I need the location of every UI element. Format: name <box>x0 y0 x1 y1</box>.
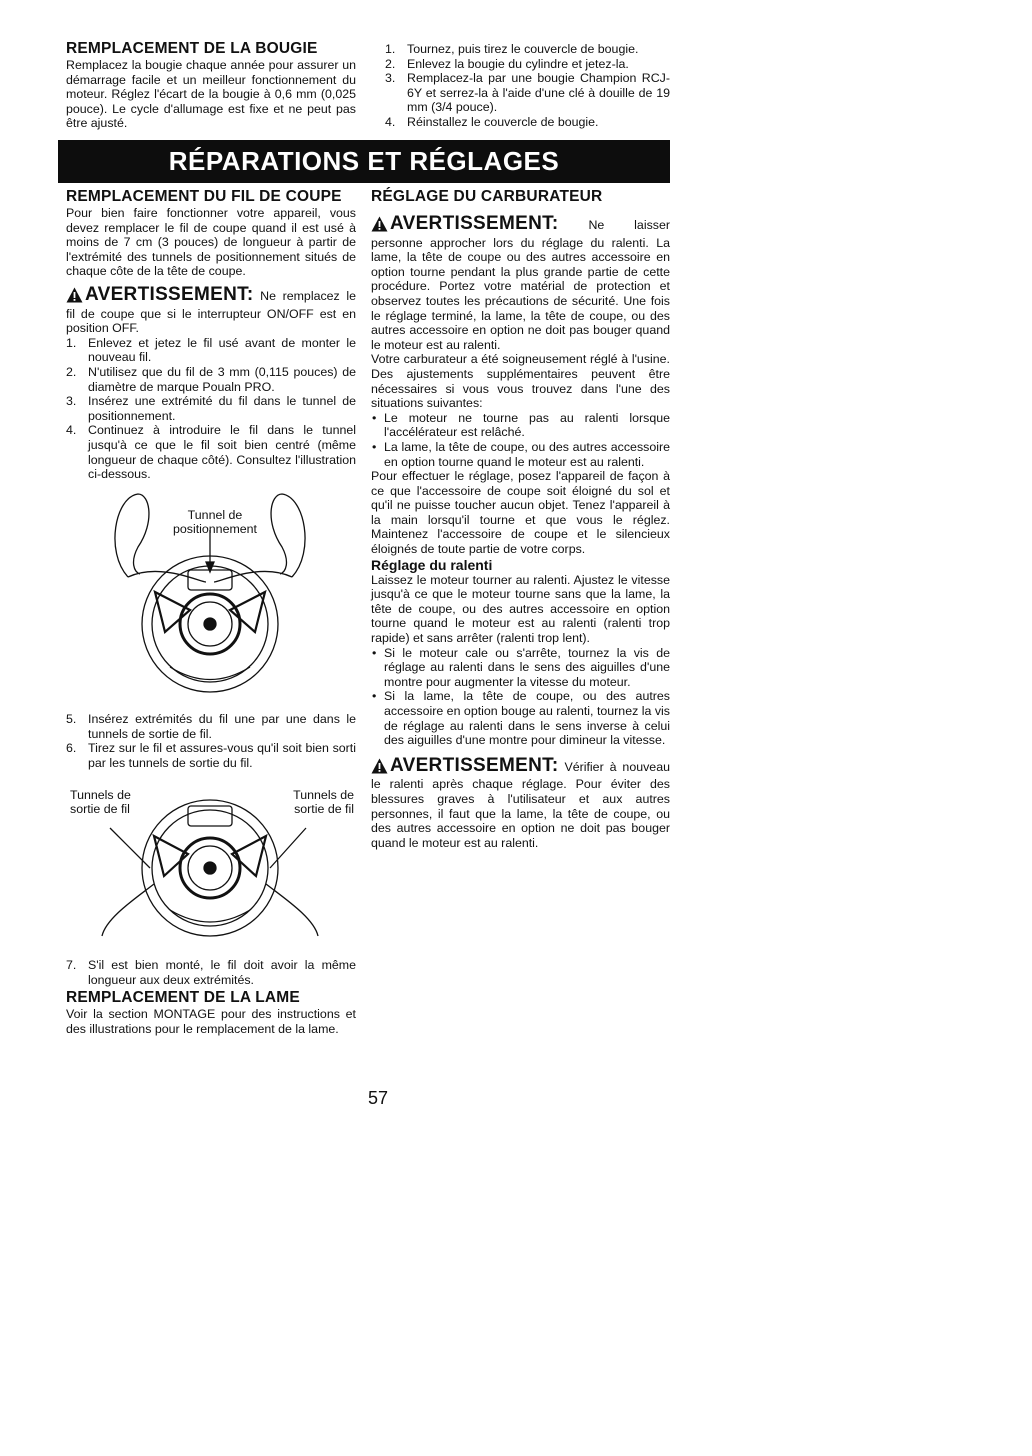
carburetor-para-2: Pour effectuer le réglage, posez l'appareil de façon à ce que l'accessoire de coupe soit éloigné du sol et qu'il ne puisse toucher aucun objet. Tenez l'appareil à la main lorsqu'il tourne et que vous le réglez. Maintenez l'accessoire de coupe et le silencieux éloignés de toute partie de votre corps. <box>371 469 670 557</box>
step-number: 7. <box>66 958 77 972</box>
bullet-item: • Si la lame, la tête de coupe, ou des autres accessoire en option bouge au ralenti, tournez la vis de réglage au ralenti dans le sens inverse à celui des aiguilles d'une montre pour dimineur la vitesse. <box>371 689 670 747</box>
spark-plug-steps <box>385 42 670 130</box>
warning-triangle-icon <box>371 758 388 778</box>
step-item <box>66 958 356 987</box>
trimmer-line-section <box>66 188 356 482</box>
step-text: Continuez à introduire le fil dans le tunnel jusqu'à ce que le fil soit bien centré (même longueur de chaque côté). Consultez l'illustration ci-dessous. <box>88 423 356 482</box>
idle-adjust-heading: Réglage du ralenti <box>371 556 493 573</box>
exit-tunnel-label-left: Tunnels de sortie de fil <box>70 788 131 816</box>
step-text: Tournez, puis tirez le couvercle de bougie. <box>407 42 639 56</box>
warning-title: AVERTISSEMENT: <box>85 283 254 305</box>
blade-text: Voir la section MONTAGE pour des instructions et des illustrations pour le remplacement de la lame. <box>66 1007 356 1036</box>
step-item <box>66 394 356 423</box>
step-number: 4. <box>66 423 77 438</box>
step-item <box>66 365 356 394</box>
bullet-item: • Si le moteur cale ou s'arrête, tournez la vis de réglage au ralenti dans le sens des aiguilles d'une montre pour augmenter la vitesse du moteur. <box>371 646 670 690</box>
step-text: Enlevez la bougie du cylindre et jetez-la. <box>407 56 629 71</box>
idle-adjust-text: Laissez le moteur tourner au ralenti. Ajustez le vitesse jusqu'à ce que le moteur tourne sans que la lame, la tête de coupe, ou des autres accessoire en option tourne quand le moteur est au ralenti (ralenti trop rapide) et sans arrêter (ralenti trop lent). <box>371 572 670 646</box>
step-item <box>385 57 670 72</box>
warning-text: Ne remplacez le fil de coupe que si le interrupteur ON/OFF est en position OFF. <box>66 288 356 336</box>
step-number: 1. <box>66 335 77 350</box>
warning-triangle-icon <box>371 216 388 236</box>
step-number: 3. <box>66 394 77 409</box>
positioning-tunnel-figure <box>110 482 310 702</box>
warning-text: Vérifier à nouveau le ralenti après chaque réglage. Pour éviter des blessures graves à l'utilisateur et aux autres personnes, il faut que la lame, la tête de coupe, ou des autres accessoire en option ne doit pas bouger quand le moteur est au ralenti. <box>371 759 670 850</box>
warning-title: AVERTISSEMENT: <box>390 213 559 234</box>
step-item <box>66 423 356 481</box>
carburetor-section <box>371 188 670 850</box>
step-item <box>66 712 356 741</box>
step-item <box>385 115 670 130</box>
page-number: 57 <box>368 1088 389 1108</box>
idle-warning <box>371 754 670 851</box>
step-text: N'utilisez que du fil de 3 mm (0,115 pouces) de diamètre de marque Poualn PRO. <box>88 364 356 394</box>
blade-heading: REMPLACEMENT DE LA LAME <box>66 989 300 1007</box>
warning-text: Ne laisser personne approcher lors du réglage du ralenti. La lame, la tête de coupe ou des autres accessoire en option tourne pendant la plus grande partie de cette procédure. Portez votre matérial de protection et observez toutes les précautions de sécurité. Une fois le réglage terminé, la lame, la tête de coupe, ou des autres accessoire en option ne doit pas bouger quand le moteur est au ralenti. <box>371 218 670 352</box>
step-number: 2. <box>385 56 396 71</box>
carburetor-bullets-2 <box>371 646 670 748</box>
spark-plug-heading: REMPLACEMENT DE LA BOUGIE <box>66 40 318 57</box>
step-number: 3. <box>385 71 396 86</box>
step-text: S'il est bien monté, le fil doit avoir la même longueur aux deux extrémités. <box>88 958 356 987</box>
positioning-tunnel-label: Tunnel de positionnement <box>172 508 258 536</box>
step-number: 4. <box>385 114 396 129</box>
warning-title: AVERTISSEMENT: <box>390 754 559 776</box>
step-number: 6. <box>66 741 77 756</box>
exit-tunnel-label-right: Tunnels de sortie de fil <box>293 788 354 816</box>
step-text: Insérez une extrémité du fil dans le tunnel de positionnement. <box>88 394 356 423</box>
trimmer-line-warning <box>66 283 356 336</box>
exit-tunnel-figure <box>66 788 356 948</box>
blade-section <box>66 958 356 1036</box>
step-text: Remplacez-la par une bougie Champion RCJ-6Y et serrez-la à l'aide d'une clé à douille de 19 mm (3/4 pouce). <box>407 71 670 115</box>
warning-triangle-icon <box>66 287 83 307</box>
trimmer-line-steps-b-block <box>66 712 356 770</box>
carburetor-warning <box>371 213 670 352</box>
bullet-item: • La lame, la tête de coupe, ou des autres accessoire en option tourne quand le moteur est au ralenti. <box>371 440 670 469</box>
carburetor-bullets-1 <box>371 411 670 469</box>
step-number: 1. <box>385 42 396 56</box>
carburetor-para-1: Votre carburateur a été soigneusement réglé à l'usine. Des ajustements supplémentaires peuvent être nécessaires si vous vous trouvez dans l'une des situations suivantes: <box>371 352 670 411</box>
spark-plug-section <box>66 40 356 131</box>
trimmer-line-steps-c <box>66 958 356 987</box>
step-text: Réinstallez le couvercle de bougie. <box>407 114 599 129</box>
step-item <box>385 71 670 115</box>
step-item <box>385 42 670 57</box>
bullet-item: • Le moteur ne tourne pas au ralenti lorsque l'accélérateur est relâché. <box>371 411 670 440</box>
spark-plug-text: Remplacez la bougie chaque année pour assurer un démarrage facile et un meilleur fonctionnement du moteur. Réglez l'écart de la bougie à 0,6 mm (0,025 pouce). Le cycle d'allumage est fixe et ne peut pas être ajusté. <box>66 58 356 131</box>
trimmer-line-heading: REMPLACEMENT DU FIL DE COUPE <box>66 188 342 205</box>
step-number: 2. <box>66 364 77 379</box>
trimmer-line-steps-b <box>66 712 356 770</box>
step-text: Enlevez et jetez le fil usé avant de monter le nouveau fil. <box>88 335 356 365</box>
section-banner: RÉPARATIONS ET RÉGLAGES <box>58 140 670 183</box>
step-number: 5. <box>66 712 77 726</box>
step-item <box>66 336 356 365</box>
trimmer-line-intro: Pour bien faire fonctionner votre appareil, vous devez remplacer le fil de coupe quand il est usé à moins de 7 cm (3 pouces) de longueur à partir de l'extrémité des tunnels de positionnement situés de chaque côte de la tête de coupe. <box>66 206 356 279</box>
trimmer-line-steps-a <box>66 336 356 482</box>
step-item <box>66 741 356 770</box>
carburetor-heading: RÉGLAGE DU CARBURATEUR <box>371 188 603 205</box>
step-text: Insérez extrémités du fil une par une dans le tunnels de sortie de fil. <box>88 712 356 741</box>
step-text: Tirez sur le fil et assures-vous qu'il soit bien sorti par les tunnels de sortie du fil. <box>88 741 356 770</box>
spark-plug-step-list <box>385 42 670 130</box>
